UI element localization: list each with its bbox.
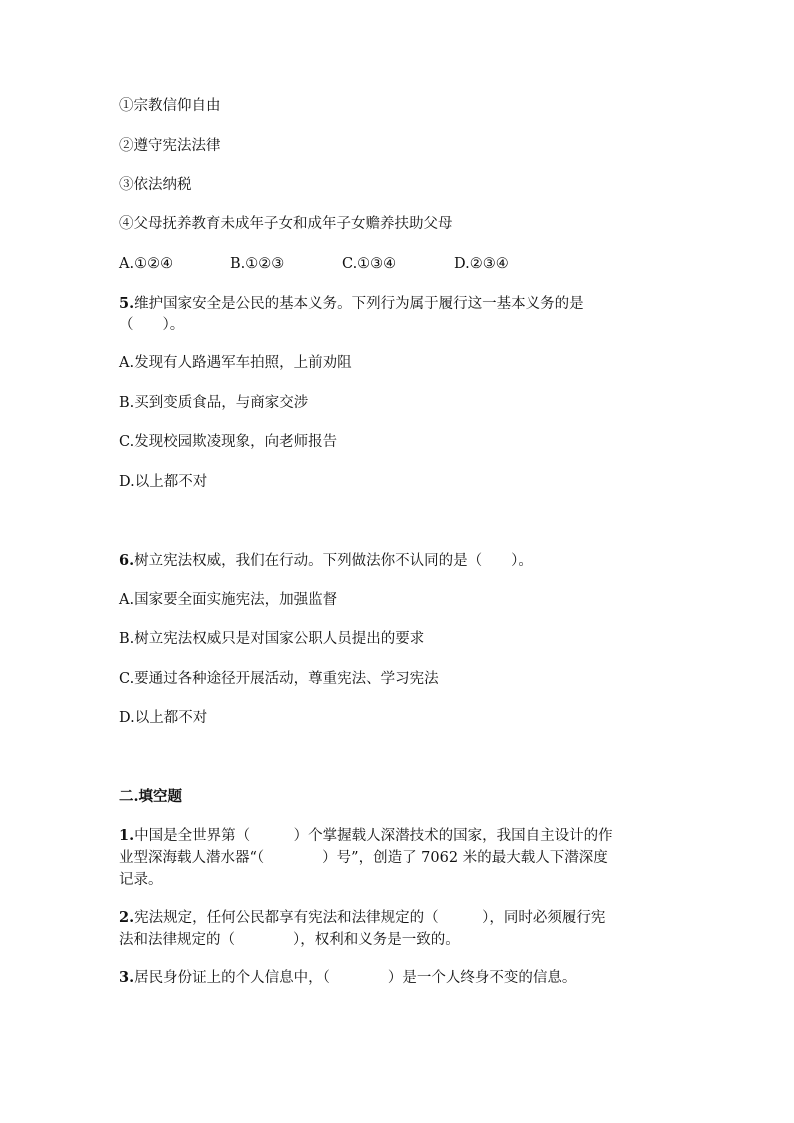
fill1-line1 [119, 826, 613, 846]
fill1-text-line1: 中国是全世界第（ ）个掌握载人深潜技术的国家，我国自主设计的作 [134, 828, 613, 844]
fill3-line1 [119, 968, 576, 988]
q6-option-d[interactable]: D.以上都不对 [119, 710, 208, 726]
q6-stem [119, 551, 533, 571]
q4-options [119, 254, 619, 274]
fill1-line3: 记录。 [119, 872, 163, 888]
q5-option-b[interactable]: B.买到变质食品，与商家交涉 [119, 395, 309, 411]
fill3-number: 3. [119, 969, 135, 986]
q4-item-3: ③依法纳税 [119, 177, 192, 193]
q6-option-c[interactable]: C.要通过各种途径开展活动，尊重宪法、学习宪法 [119, 671, 439, 687]
fill2-text-line1: 宪法规定，任何公民都享有宪法和法律规定的（ ），同时必须履行宪 [134, 910, 606, 926]
q4-option-a[interactable]: A.①②④ [119, 256, 174, 272]
q6-number: 6. [119, 552, 135, 569]
fill1-number: 1. [119, 827, 135, 844]
q6-option-a[interactable]: A.国家要全面实施宪法，加强监督 [119, 592, 338, 608]
q5-stem-line2: （ ）。 [119, 317, 185, 333]
q6-option-b[interactable]: B.树立宪法权威只是对国家公职人员提出的要求 [119, 631, 425, 647]
q4-item-2: ②遵守宪法法律 [119, 138, 221, 154]
section-title-fill-blank: 二.填空题 [119, 788, 183, 805]
q5-option-a[interactable]: A.发现有人路遇军车拍照，上前劝阻 [119, 355, 352, 371]
q6-stem-text: 树立宪法权威，我们在行动。下列做法你不认同的是（ ）。 [134, 553, 533, 569]
q5-option-d[interactable]: D.以上都不对 [119, 474, 208, 490]
fill3-text-line1: 居民身份证上的个人信息中，（ ）是一个人终身不变的信息。 [134, 970, 577, 986]
q5-stem-text: 维护国家安全是公民的基本义务。下列行为属于履行这一基本义务的是 [134, 296, 584, 312]
q5-number: 5. [119, 295, 135, 312]
q4-item-4: ④父母抚养教育未成年子女和成年子女赡养扶助父母 [119, 216, 453, 232]
fill2-number: 2. [119, 909, 135, 926]
q5-stem-line1 [119, 294, 584, 314]
fill2-line2: 法和法律规定的（ ），权利和义务是一致的。 [119, 932, 460, 948]
fill2-line1 [119, 908, 605, 928]
q4-option-b[interactable]: B.①②③ [230, 256, 285, 272]
q5-option-c[interactable]: C.发现校园欺凌现象，向老师报告 [119, 434, 338, 450]
q4-option-c[interactable]: C.①③④ [342, 256, 397, 272]
q4-item-1: ①宗教信仰自由 [119, 98, 221, 114]
q4-option-d[interactable]: D.②③④ [454, 256, 509, 272]
fill1-line2: 业型深海载人潜水器“（ ）号”，创造了 7062 米的最大载人下潜深度 [119, 850, 608, 866]
